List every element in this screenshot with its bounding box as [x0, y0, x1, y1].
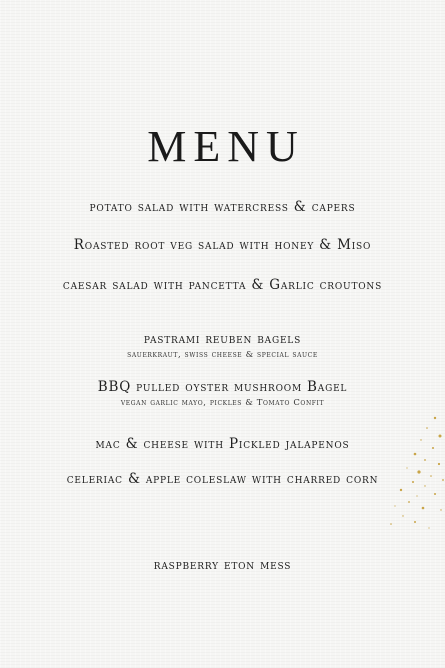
menu-item-coleslaw: celeriac & apple coleslaw with charred corn — [66, 471, 379, 487]
gold-splatter-decoration — [355, 410, 445, 540]
menu-item-potato-salad: potato salad with watercress & capers — [89, 199, 356, 215]
menu-item-mushroom-bagel-description: vegan garlic mayo, pickles & Tomato Confit — [120, 398, 325, 408]
menu-item-reuben-bagels-description: sauerkraut, swiss cheese & special sauce — [127, 350, 318, 360]
menu-item-mac-cheese: mac & cheese with Pickled jalapenos — [95, 436, 350, 452]
menu-item-reuben-bagels: pastrami reuben bagels — [143, 331, 302, 347]
menu-item-mushroom-bagel: BBQ pulled oyster mushroom Bagel — [97, 379, 348, 395]
menu-item-caesar-salad: caesar salad with pancetta & Garlic croutons — [62, 277, 383, 293]
menu-item-root-veg-salad: Roasted root veg salad with honey & Miso — [73, 237, 372, 253]
menu-item-eton-mess: raspberry eton mess — [153, 557, 292, 573]
menu-title: MENU — [147, 122, 305, 172]
